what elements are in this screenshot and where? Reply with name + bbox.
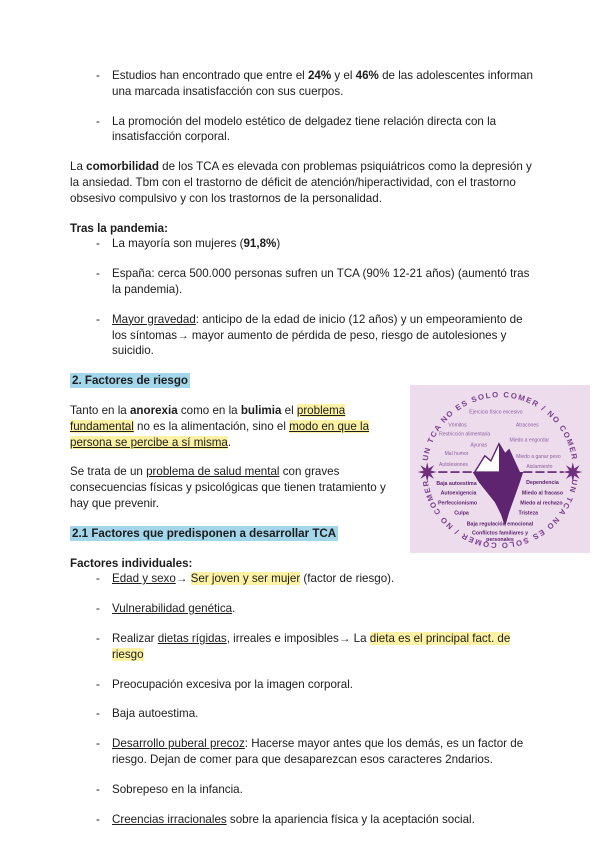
text-segment: Baja autoestima. — [112, 707, 199, 721]
iceberg-word: Perfeccionismo — [437, 500, 478, 507]
bullet-text — [112, 677, 534, 693]
text-segment: Se trata de un — [70, 465, 147, 479]
bullet-marker: - — [96, 677, 100, 691]
text-segment: Edad y sexo — [112, 572, 176, 586]
bullet-text — [112, 812, 534, 828]
text-segment: . — [227, 435, 232, 449]
text-segment: ) — [276, 237, 281, 251]
text-segment: anorexia — [129, 403, 178, 417]
text-segment: 91,8% — [243, 237, 277, 251]
bullet-text — [112, 266, 534, 298]
text-segment: La — [70, 160, 87, 174]
list-item — [70, 114, 534, 146]
text-segment: dieta es el principal fact. de riesgo — [112, 631, 511, 661]
bullet-marker: - — [96, 237, 100, 251]
iceberg-svg — [410, 385, 590, 553]
text-segment: de las adolescentes informan una marcada insatisfacción con sus cuerpos. — [112, 69, 533, 98]
iceberg-word: Ejercicio físico excesivo — [469, 409, 523, 416]
iceberg-word: Aislamiento — [526, 464, 553, 471]
iceberg-word: Miedo al rechazo — [520, 500, 563, 507]
text-segment: modo en que la persona se percibe a sí misma — [70, 419, 370, 449]
list-item — [70, 706, 534, 722]
iceberg-word: Atracones — [515, 422, 539, 429]
iceberg-word: personales — [486, 536, 514, 543]
iceberg-word: Dependencia — [526, 480, 559, 487]
text-segment: (factor de riesgo). — [300, 572, 395, 586]
list-item — [70, 236, 534, 252]
star-icon — [418, 463, 437, 482]
iceberg-word: Ayunas — [470, 442, 488, 449]
bullet-marker: - — [96, 602, 100, 616]
bullet-text — [112, 631, 534, 663]
list-item — [70, 736, 534, 768]
text-segment: Vulnerabilidad genética — [112, 602, 233, 616]
text-segment: España: cerca 500.000 personas sufren un TCA (90% 12-21 años) (aumentó tras la pandemia). — [112, 267, 530, 296]
text-segment: : Hacerse mayor antes que los demás, es un factor de riesgo. Dejan de comer para que desaparezcan esos caracteres 2ndarios. — [112, 737, 524, 766]
iceberg-word: Vómitos — [448, 422, 467, 429]
bullet-marker: - — [96, 812, 100, 826]
text-segment: Mayor gravedad — [112, 312, 196, 326]
bullet-text — [112, 68, 534, 100]
list-item — [70, 266, 534, 298]
bullet-marker: - — [96, 69, 100, 82]
list-item — [70, 631, 534, 663]
highlighted-heading-text: 2. Factores de riesgo — [72, 374, 188, 388]
text-segment: Desarrollo puberal precoz — [112, 737, 245, 751]
text-segment: La mayoría son mujeres ( — [112, 237, 244, 251]
iceberg-word: Mal humor — [444, 450, 469, 457]
text-segment: Realizar — [112, 631, 158, 645]
text-segment: sobre la apariencia física y la aceptación social. — [226, 812, 475, 826]
iceberg-illustration — [410, 385, 590, 553]
iceberg-word: Miedo a ganar peso — [516, 454, 561, 461]
text-segment: bulimia — [240, 403, 282, 417]
ring-text-bottom: UN TCA NO ES SOLO COMER / NO COMER — [420, 478, 580, 551]
bullet-marker: - — [96, 572, 100, 586]
bullet-marker: - — [96, 782, 100, 796]
bullet-marker: - — [96, 267, 100, 281]
iceberg-word: Miedo al fracaso — [521, 490, 564, 497]
iceberg-word: Baja autoestima — [436, 481, 477, 488]
text-segment: no es la alimentación, sino el — [133, 419, 290, 433]
text-segment: 46% — [355, 69, 379, 82]
subsection-title-individual-factors: Factores individuales: — [70, 556, 193, 570]
text-segment: Ser joven y ser mujer — [190, 572, 301, 586]
iceberg-word: Culpa — [454, 510, 469, 517]
bullet-text — [112, 736, 534, 768]
iceberg-word: Baja regulación emocional — [466, 521, 534, 528]
text-segment: . — [232, 602, 236, 616]
ring-text-top: UN TCA NO ES SOLO COMER / NO COMER — [420, 390, 580, 462]
iceberg-word: Autolesiones — [439, 462, 468, 469]
bullet-text — [112, 114, 534, 146]
bullet-text — [112, 236, 534, 252]
text-segment: Preocupación excesiva por la imagen corporal. — [112, 677, 354, 691]
iceberg-word: Restricción alimentaria — [439, 431, 491, 438]
text-segment: Tanto en la — [70, 403, 130, 417]
bullet-text — [112, 571, 534, 587]
section-title-pandemic: Tras la pandemia: — [70, 221, 168, 235]
text-segment: problema fundamental — [70, 403, 346, 433]
text-segment: → — [175, 572, 191, 586]
text-segment: 24% — [307, 69, 332, 82]
iceberg-word: Miedo a engordar — [509, 437, 550, 444]
text-segment: Sobrepeso en la infancia. — [112, 782, 243, 796]
list-item — [70, 677, 534, 693]
text-segment: el — [281, 403, 297, 417]
bullet-marker: - — [96, 707, 100, 721]
bullet-text — [112, 601, 534, 617]
text-segment: como en la — [177, 403, 241, 417]
iceberg-word: Conflictos familiares y — [471, 530, 529, 537]
text-segment: Creencias irracionales — [112, 812, 227, 826]
list-item — [70, 782, 534, 798]
text-segment: comorbilidad — [86, 160, 159, 174]
list-item — [70, 601, 534, 617]
text-segment: de los TCA es elevada con problemas psiquiátricos como la depresión y la ansiedad. Tbm con el trastorno de déficit de atención/hiperactividad, con el trastorno obsesivo compulsivo y con los trastornos de la personalidad. — [70, 160, 532, 205]
bullet-marker: - — [96, 631, 100, 645]
text-segment: dietas rígidas — [157, 631, 227, 645]
text-segment: y el — [331, 69, 356, 82]
iceberg-word: Autoexigencia — [440, 490, 477, 497]
bullet-marker: - — [96, 737, 100, 751]
bullet-marker: - — [96, 114, 100, 128]
text-segment: : anticipo de la edad de inicio (12 años) y un empeoramiento de los síntomas→ mayor aumento de pérdida de peso, riesgo de autolesiones y suicidio. — [112, 312, 523, 358]
highlighted-heading-text: 2.1 Factores que predisponen a desarrollar TCA — [72, 526, 337, 540]
text-segment: con graves consecuencias físicas y psicológicas que tienen tratamiento y hay que prevenir. — [70, 465, 386, 510]
bullet-text — [112, 782, 534, 798]
iceberg-word: Tristeza — [518, 510, 539, 517]
bullet-text — [112, 706, 534, 722]
paragraph-comorbidity — [70, 159, 534, 206]
text-segment: Estudios han encontrado que entre el — [112, 69, 308, 82]
text-segment: , irreales e imposibles→ La — [226, 631, 370, 645]
list-item — [70, 812, 534, 828]
text-segment: problema de salud mental — [146, 465, 280, 479]
list-item — [70, 68, 534, 100]
text-segment: La promoción del modelo estético de delgadez tiene relación directa con la insatisfacción corporal. — [112, 114, 497, 144]
star-icon — [563, 463, 582, 482]
bullet-marker: - — [96, 312, 100, 326]
list-item — [70, 312, 534, 359]
bullet-text — [112, 312, 534, 359]
list-item — [70, 571, 534, 587]
